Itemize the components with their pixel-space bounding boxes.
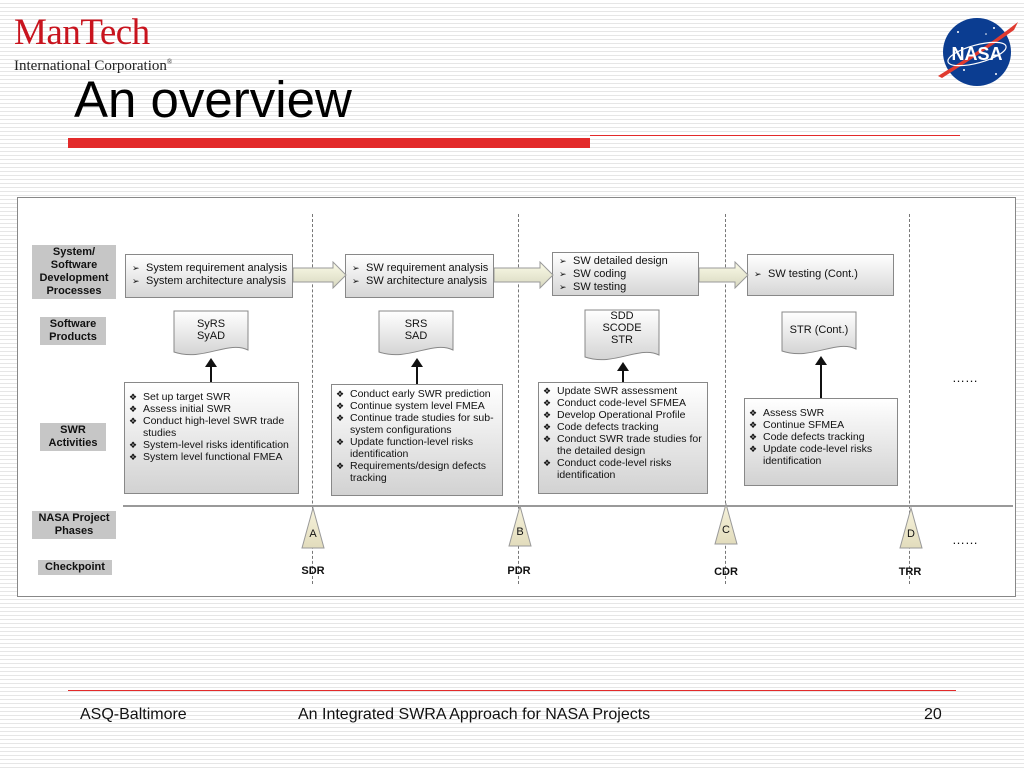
footer-left: ASQ-Baltimore (80, 706, 187, 723)
activity-item: ❖ Assess initial SWR (129, 403, 232, 415)
page-number: 20 (924, 706, 942, 723)
up-arrow-icon (616, 362, 630, 382)
arrow-bullet-icon: ➢ (132, 263, 140, 273)
diamond-bullet-icon: ❖ (543, 458, 552, 468)
registered-mark: ® (166, 58, 173, 66)
footer-center: An Integrated SWRA Approach for NASA Projects (298, 706, 651, 723)
activity-box-1 (124, 382, 299, 494)
activity-item: ❖ Conduct code-level SFMEA (543, 397, 686, 409)
row-label-processes: System/ Software Development Processes (32, 245, 116, 299)
slide-title: An overview (74, 71, 352, 128)
flow-arrow-icon (699, 261, 749, 289)
activity-item: ❖ Set up target SWR (129, 391, 231, 403)
activity-item: ❖ Conduct code-level risks identification (543, 457, 672, 481)
checkpoint-sdr: SDR (301, 565, 325, 577)
diamond-bullet-icon: ❖ (336, 401, 345, 411)
activity-item: ❖ Conduct SWR trade studies for the detailed design (543, 433, 702, 457)
phase-label-b: B (516, 526, 524, 538)
process-box-4 (747, 254, 894, 296)
process-box-2 (345, 254, 494, 298)
diamond-bullet-icon: ❖ (543, 422, 552, 432)
process-item: ➢ SW testing (Cont.) (754, 268, 858, 280)
diamond-bullet-icon: ❖ (336, 461, 345, 471)
logo-sub-label: International Corporation (14, 58, 167, 74)
checkpoint-cdr: CDR (714, 566, 738, 578)
row-label-activities: SWR Activities (40, 423, 106, 451)
nasa-logo-icon (934, 10, 1020, 90)
up-arrow-icon (410, 358, 424, 384)
diamond-bullet-icon: ❖ (749, 408, 758, 418)
up-arrow-icon (204, 358, 218, 382)
arrow-bullet-icon: ➢ (559, 282, 567, 292)
process-item: ➢ System requirement analysis (132, 262, 288, 274)
phase-label-a: A (309, 528, 317, 540)
activity-item: ❖ Code defects tracking (749, 431, 865, 443)
activity-item: ❖ Develop Operational Profile (543, 409, 686, 421)
row-label-checkpoint: Checkpoint (38, 560, 112, 575)
ellipsis-activities: …… (952, 370, 978, 385)
title-underline-bar (68, 138, 590, 148)
logo-main-text: ManTech (14, 12, 150, 53)
product-doc-3: SDD SCODE STR (602, 310, 642, 346)
diamond-bullet-icon: ❖ (336, 437, 345, 447)
diamond-bullet-icon: ❖ (749, 432, 758, 442)
diamond-bullet-icon: ❖ (129, 452, 138, 462)
nasa-logo-text: NASA (951, 44, 1003, 64)
process-box-1 (125, 254, 293, 298)
process-item: ➢ System architecture analysis (132, 275, 286, 287)
row-label-phases: NASA Project Phases (32, 511, 116, 539)
activity-item: ❖ System-level risks identification (129, 439, 289, 451)
diamond-bullet-icon: ❖ (543, 410, 552, 420)
activity-box-3 (538, 382, 708, 494)
process-item: ➢ SW detailed design (559, 255, 668, 267)
product-doc-2: SRS SAD (404, 318, 428, 342)
process-item: ➢ SW testing (559, 281, 627, 293)
diamond-bullet-icon: ❖ (336, 389, 345, 399)
footer-divider (68, 690, 956, 691)
activity-item: ❖ Continue SFMEA (749, 419, 845, 431)
arrow-bullet-icon: ➢ (559, 269, 567, 279)
diamond-bullet-icon: ❖ (749, 420, 758, 430)
process-item: ➢ SW coding (559, 268, 627, 280)
activity-box-2 (331, 384, 503, 496)
flow-arrow-icon (293, 261, 347, 289)
activity-item: ❖ System level functional FMEA (129, 451, 283, 463)
process-item: ➢ SW requirement analysis (352, 262, 489, 274)
activity-item: ❖ Update function-level risks identification (336, 436, 474, 460)
up-arrow-icon (814, 356, 828, 398)
product-doc-4: STR (Cont.) (789, 324, 849, 336)
diamond-bullet-icon: ❖ (543, 398, 552, 408)
diamond-bullet-icon: ❖ (543, 386, 552, 396)
activity-item: ❖ Conduct early SWR prediction (336, 388, 491, 400)
activity-item: ❖ Update code-level risks identification (749, 443, 873, 467)
process-item: ➢ SW architecture analysis (352, 275, 488, 287)
phase-timeline (123, 505, 1013, 507)
activity-box-4 (744, 398, 898, 486)
activity-item: ❖ Requirements/design defects tracking (336, 460, 486, 484)
activity-item: ❖ Conduct high-level SWR trade studies (129, 415, 285, 439)
diamond-bullet-icon: ❖ (336, 413, 345, 423)
arrow-bullet-icon: ➢ (754, 269, 762, 279)
diamond-bullet-icon: ❖ (543, 434, 552, 444)
activity-item: ❖ Continue trade studies for sub-system configurations (336, 412, 494, 436)
activity-item: ❖ Continue system level FMEA (336, 400, 485, 412)
mantech-logo (14, 14, 234, 74)
ellipsis-phases: …… (952, 532, 978, 547)
activity-item: ❖ Update SWR assessment (543, 385, 678, 397)
arrow-bullet-icon: ➢ (352, 263, 360, 273)
diamond-bullet-icon: ❖ (129, 404, 138, 414)
activity-item: ❖ Code defects tracking (543, 421, 659, 433)
diamond-bullet-icon: ❖ (129, 392, 138, 402)
flow-arrow-icon (494, 261, 554, 289)
lifecycle-diagram (17, 197, 1016, 597)
activity-item: ❖ Assess SWR (749, 407, 825, 419)
phase-label-c: C (722, 524, 730, 536)
arrow-bullet-icon: ➢ (559, 256, 567, 266)
checkpoint-pdr: PDR (507, 565, 531, 577)
arrow-bullet-icon: ➢ (352, 276, 360, 286)
phase-label-d: D (907, 528, 915, 540)
product-doc-1: SyRS SyAD (196, 318, 226, 342)
process-box-3 (552, 252, 699, 296)
checkpoint-trr: TRR (898, 566, 922, 578)
row-label-products: Software Products (40, 317, 106, 345)
diamond-bullet-icon: ❖ (129, 416, 138, 426)
title-underline-line (590, 135, 960, 136)
diamond-bullet-icon: ❖ (749, 444, 758, 454)
diamond-bullet-icon: ❖ (129, 440, 138, 450)
arrow-bullet-icon: ➢ (132, 276, 140, 286)
